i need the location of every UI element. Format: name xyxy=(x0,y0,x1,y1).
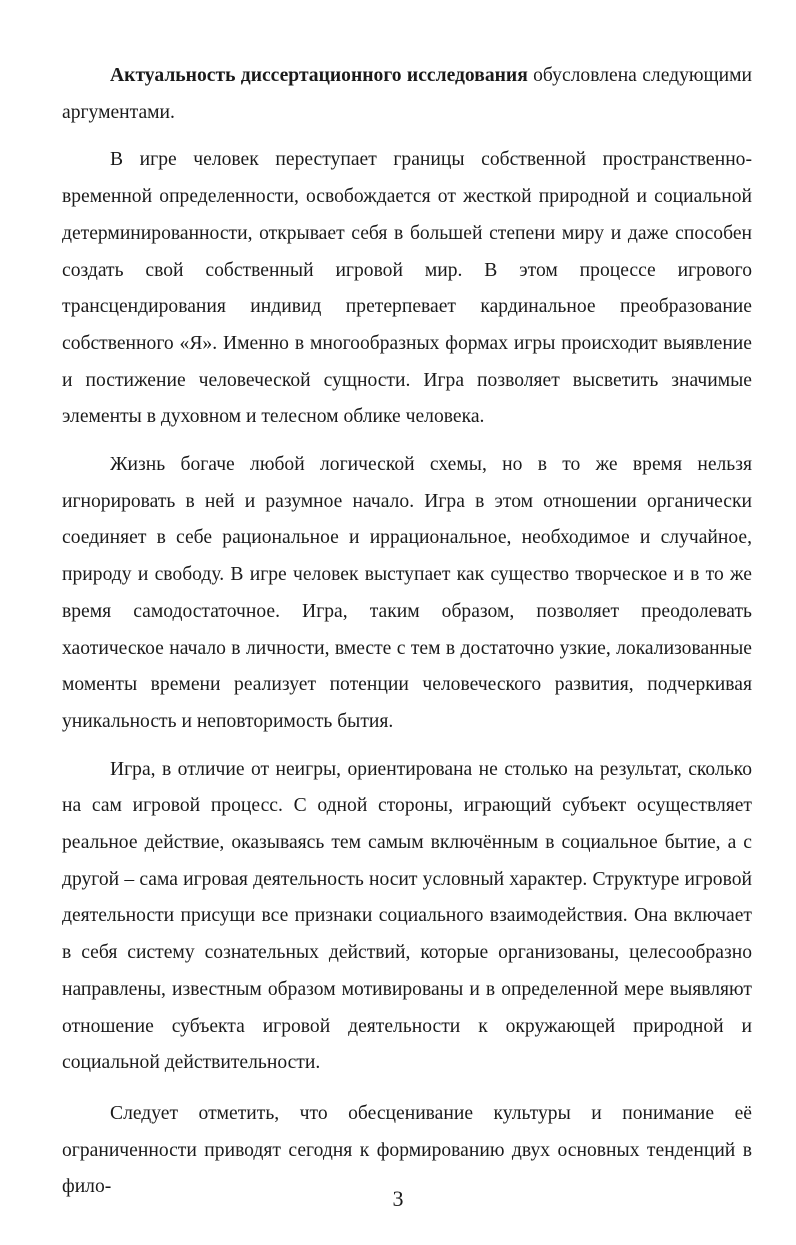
relevance-text: обусловлена следующими аргументами. xyxy=(62,65,752,123)
paragraph-play-vs-nonplay: Игра, в отличие от неигры, ориентирована не столько на результат, сколько на сам игровой процесс. С одной стороны, играющий субъект осуществляет реальное действие, оказываясь тем самым включённым в социальное бытие, а с другой – сама игровая деятельность носит условный характер. Структуре игровой деятельности присущи все признаки социального взаимодействия. Она включает в себя систему сознательных действий, которые организованы, целесообразно направлены, известным образом мотивированы и в определенной мере выявляют отношение субъекта игровой деятельности к окружающей природной и социальной действительности. xyxy=(62,758,752,1074)
paragraph-life-logic: Жизнь богаче любой логической схемы, но в то же время нельзя игнорировать в ней и разумное начало. Игра в этом отношении органически соединяет в себе рациональное и иррациональное, необходимое и случайное, природу и свободу. В игре человек выступает как существо творческое и в то же время самодостаточное. Игра, таким образом, позволяет преодолевать хаотическое начало в личности, вместе с тем в достаточно узкие, локализованные моменты времени реализует потенции человеческого развития, подчеркивая уникальность и неповторимость бытия. xyxy=(62,454,752,732)
relevance-heading: Актуальность диссертационного исследования xyxy=(110,65,528,86)
paragraph-relevance xyxy=(62,58,752,131)
body-text xyxy=(62,58,752,1206)
paragraph-culture-devaluation: Следует отметить, что обесценивание культуры и понимание её ограниченности приводят сегодня к формированию двух основных тенденций в фило- xyxy=(62,1102,752,1198)
paragraph-play-transcendence: В игре человек переступает границы собственной пространственно-временной определенности, освобождается от жесткой природной и социальной детерминированности, открывает себя в большей степени миру и даже способен создать свой собственный игровой мир. В этом процессе игрового трансцендирования индивид претерпевает кардинальное преобразование собственного «Я». Именно в многообразных формах игры происходит выявление и постижение человеческой сущности. Игра позволяет высветить значимые элементы в духовном и телесном облике человека. xyxy=(62,149,752,428)
page-number: 3 xyxy=(392,1186,404,1211)
